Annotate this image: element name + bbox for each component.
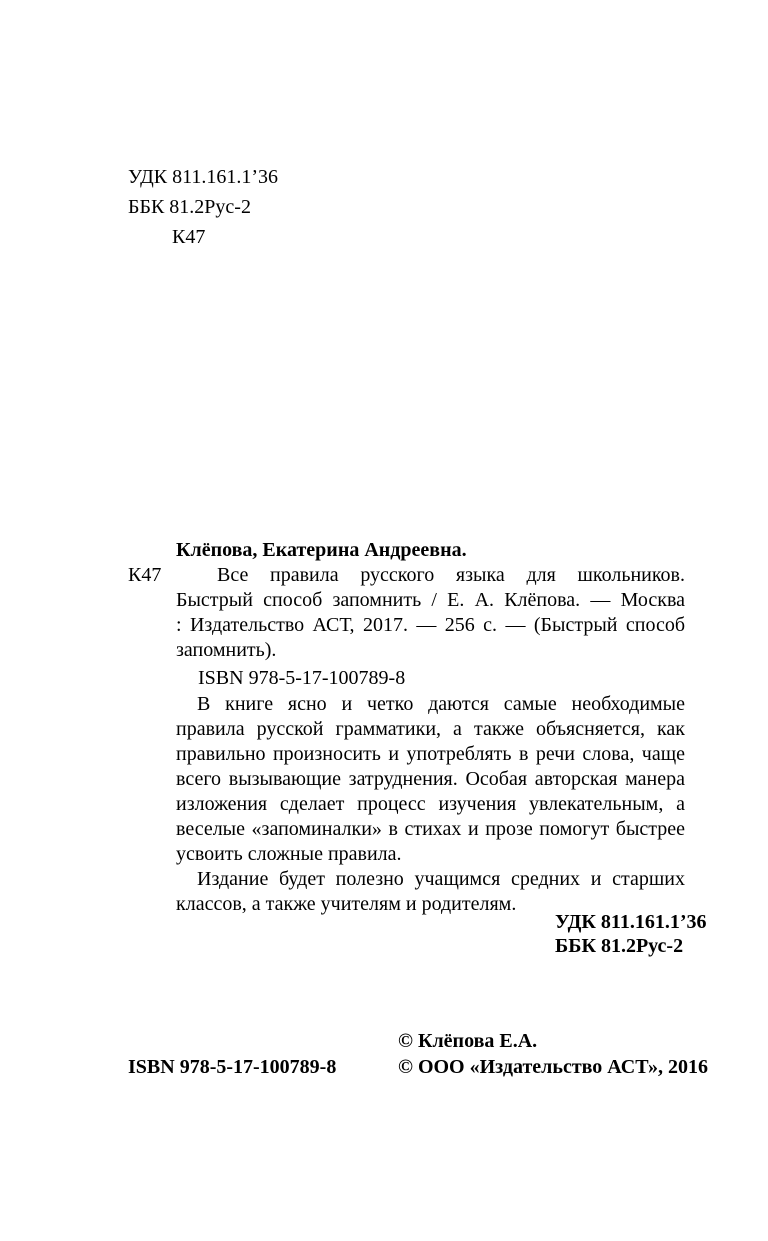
catalog-entry-line: запомнить).: [176, 639, 277, 661]
annotation-line: правильно произносить и употреблять в речи слова, чаще: [176, 743, 685, 765]
top-classification-codes: [128, 162, 278, 252]
classification-codes-repeat: [555, 910, 706, 958]
isbn-number: ISBN 978-5-17-100789-8: [198, 667, 406, 689]
copyright-author: © Клёпова Е.А.: [398, 1030, 538, 1052]
annotation-line: усвоить сложные правила.: [176, 843, 402, 865]
annotation-line: В книге ясно и четко даются самые необходимые: [197, 693, 685, 715]
catalog-entry-code: К47: [128, 564, 162, 586]
catalog-entry: [128, 563, 685, 663]
udk-code: УДК 811.161.1’36: [128, 166, 279, 188]
author-heading: Клёпова, Екатерина Андреевна.: [176, 539, 467, 561]
annotation-line: изложения сделает процесс изучения увлекательным, а: [176, 793, 685, 815]
annotation-line: всего вызывающие затруднения. Особая авторская манера: [176, 768, 685, 790]
annotation-line: Издание будет полезно учащимся средних и старших: [197, 868, 685, 890]
copyright-publisher: © ООО «Издательство АСТ», 2016: [398, 1056, 709, 1078]
udk-code-repeat: УДК 811.161.1’36: [555, 911, 707, 933]
author-sign-code: К47: [172, 226, 206, 248]
footer-isbn: ISBN 978-5-17-100789-8: [128, 1056, 337, 1078]
bbk-code: ББК 81.2Рус-2: [128, 196, 251, 218]
annotation-line: веселые «запоминалки» в стихах и прозе помогут быстрее: [176, 818, 685, 840]
catalog-entry-line: Быстрый способ запомнить / Е. А. Клёпова. — Москва: [176, 589, 685, 611]
cataloguing-block: [128, 538, 685, 917]
catalog-entry-line: : Издательство АСТ, 2017. — 256 с. — (Быстрый способ: [176, 614, 685, 636]
annotation-paragraph-1: [176, 692, 685, 867]
annotation-line: классов, а также учителям и родителям.: [176, 893, 517, 915]
annotation-line: правила русской грамматики, а также объясняется, как: [176, 718, 685, 740]
bbk-code-repeat: ББК 81.2Рус-2: [555, 935, 684, 957]
catalog-entry-line: Все правила русского языка для школьников.: [217, 564, 685, 586]
